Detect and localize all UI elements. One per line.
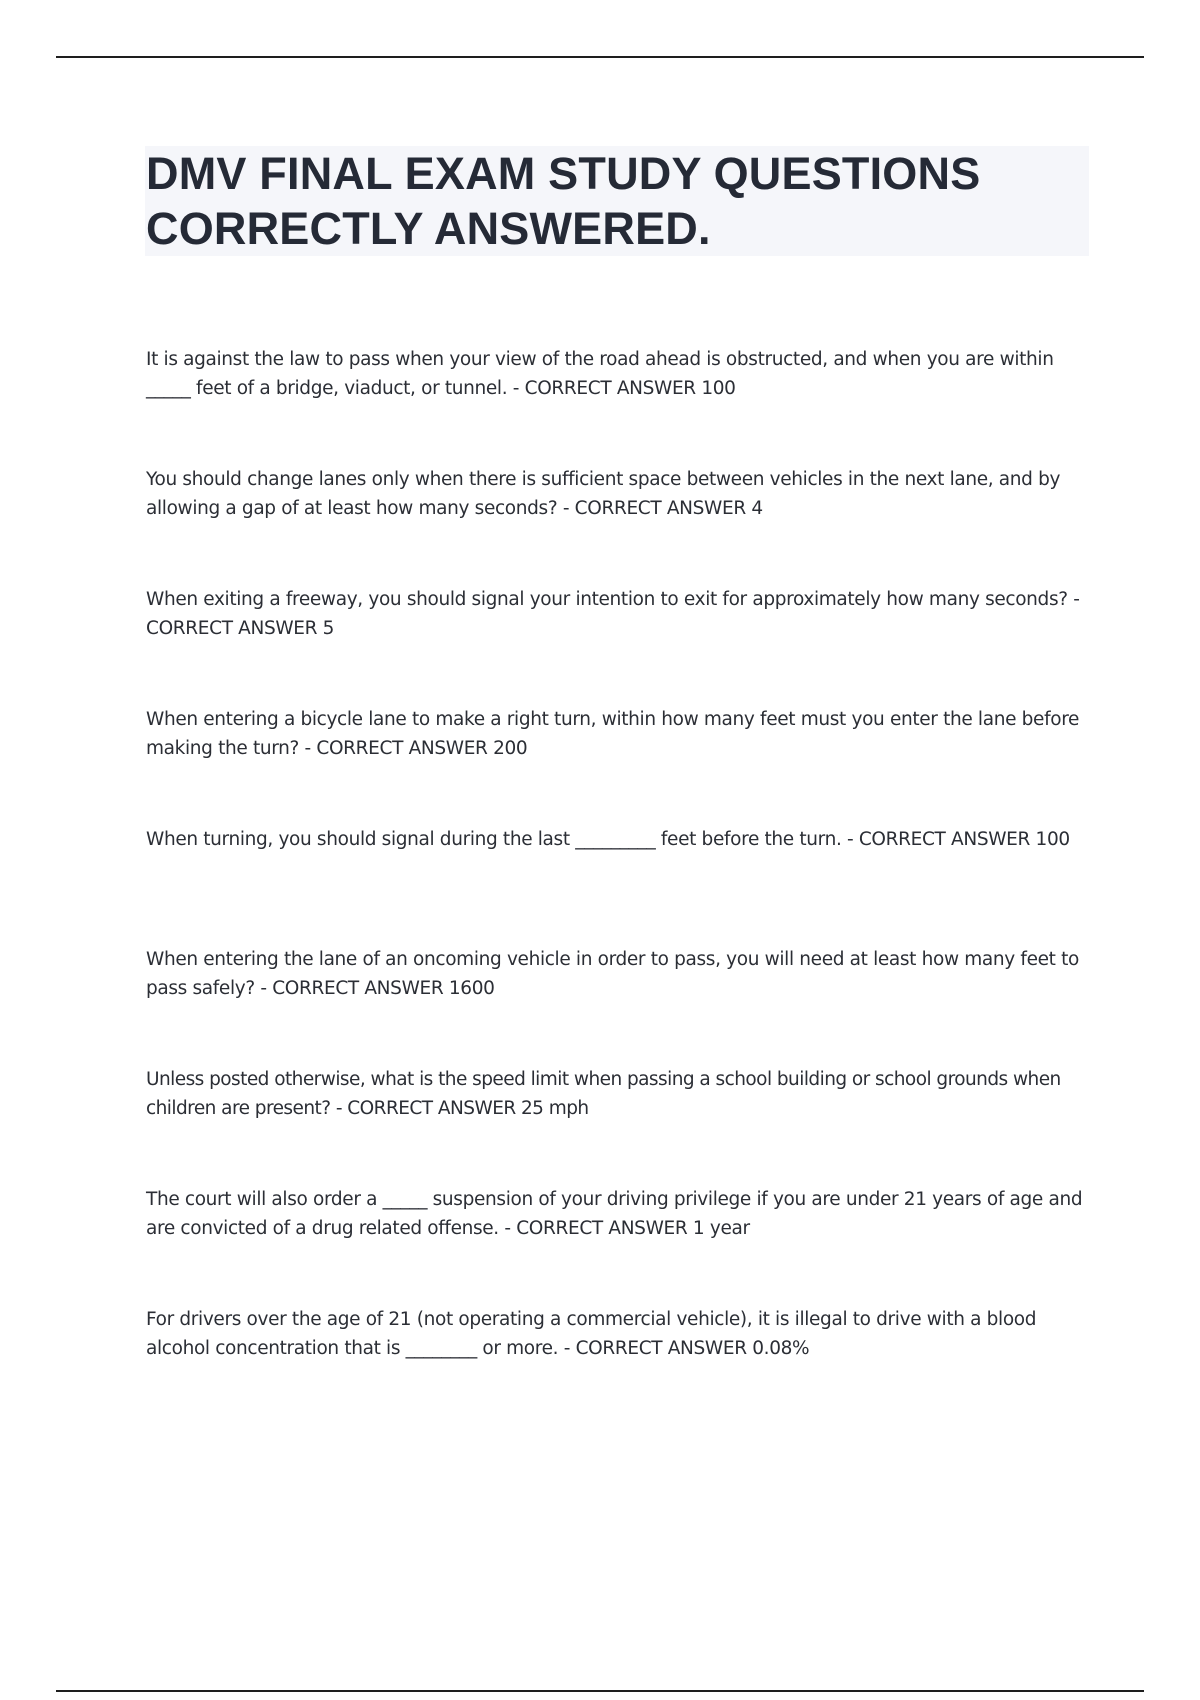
bottom-rule bbox=[56, 1690, 1144, 1692]
qa-item-4: When entering a bicycle lane to make a right turn, within how many feet must you enter the lane before making the turn? - CORRECT ANSWER 200 bbox=[146, 709, 1080, 759]
qa-item-2: You should change lanes only when there is sufficient space between vehicles in the next lane, and by allowing a gap of at least how many seconds? - CORRECT ANSWER 4 bbox=[146, 469, 1061, 519]
qa-item-6: When entering the lane of an oncoming vehicle in order to pass, you will need at least how many feet to pass safely? - CORRECT ANSWER 1600 bbox=[146, 949, 1079, 999]
top-rule bbox=[56, 56, 1144, 58]
qa-list bbox=[146, 345, 1091, 1425]
qa-item-3: When exiting a freeway, you should signal your intention to exit for approximately how many seconds? - CORRECT ANSWER 5 bbox=[146, 589, 1080, 639]
qa-item-5: When turning, you should signal during the last _________ feet before the turn. - CORRECT ANSWER 100 bbox=[146, 829, 1070, 850]
qa-item-1: It is against the law to pass when your view of the road ahead is obstructed, and when you are within _____ feet of a bridge, viaduct, or tunnel. - CORRECT ANSWER 100 bbox=[146, 349, 1054, 399]
qa-item-9: For drivers over the age of 21 (not operating a commercial vehicle), it is illegal to drive with a blood alcohol concentration that is ________ or more. - CORRECT ANSWER 0.08% bbox=[146, 1309, 1037, 1359]
qa-item-8: The court will also order a _____ suspension of your driving privilege if you are under 21 years of age and are convicted of a drug related offense. - CORRECT ANSWER 1 year bbox=[146, 1189, 1083, 1239]
qa-item-7: Unless posted otherwise, what is the speed limit when passing a school building or school grounds when children are present? - CORRECT ANSWER 25 mph bbox=[146, 1069, 1061, 1119]
page-title: DMV FINAL EXAM STUDY QUESTIONS CORRECTLY ANSWERED. bbox=[146, 148, 981, 254]
